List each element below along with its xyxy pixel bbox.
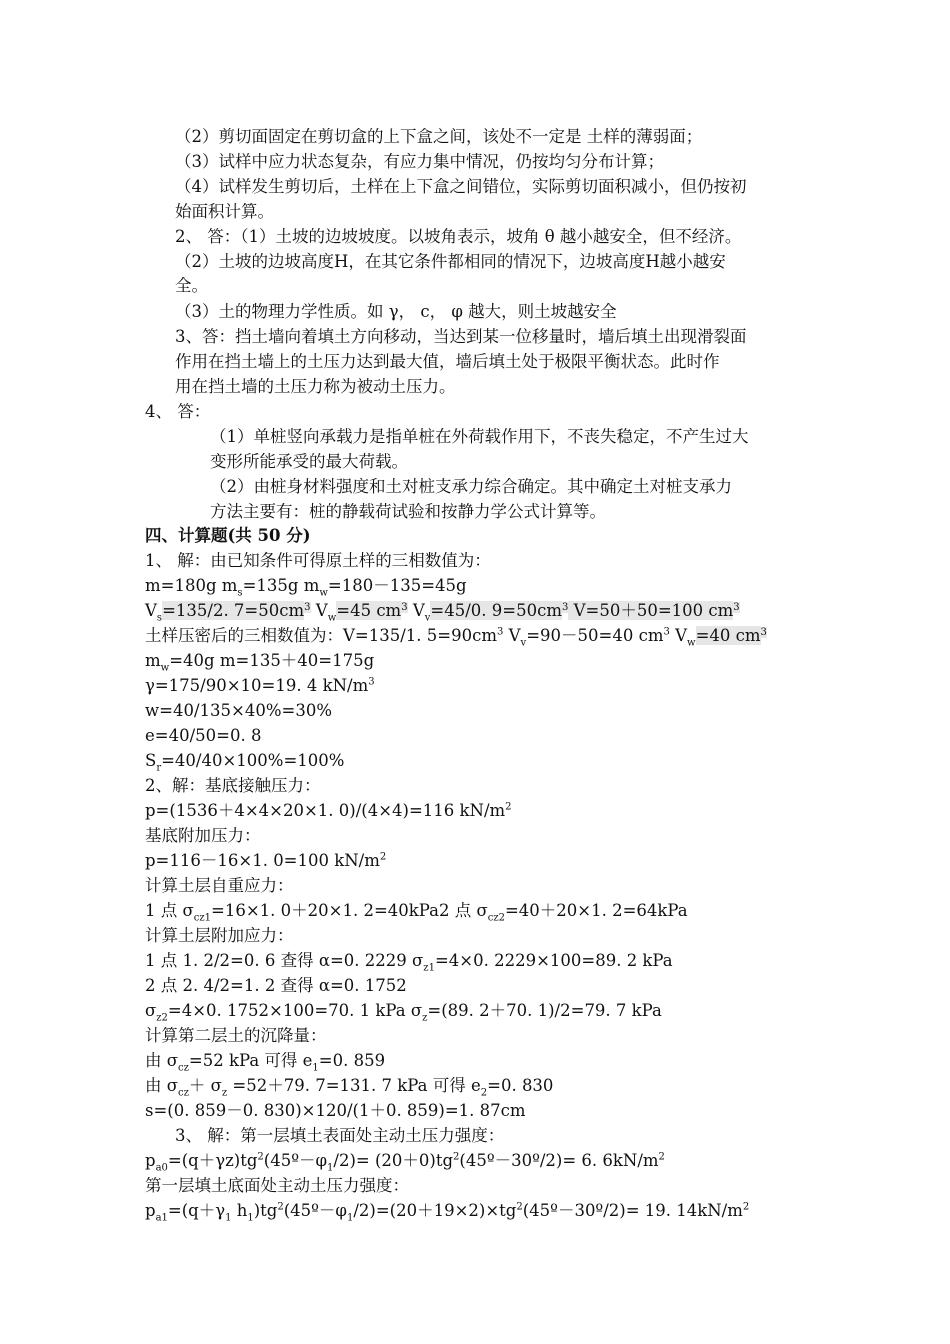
text-line: 2、 答：（1）土坡的边坡坡度。以坡角表示，坡角 θ 越小越安全，但不经济。: [175, 227, 742, 246]
section-heading: 四、计算题(共 50 分): [145, 526, 311, 545]
text-line: 始面积计算。: [175, 202, 274, 221]
formula-line: p=(1536＋4×4×20×1. 0)/(4×4)=116 $kN/m^2$: [145, 801, 512, 820]
formula-line: 1 点 $\sigma_{cz1}=16\times 1$. 0＋20×1. 2=40kPa2 点 $\sigma_{cz2}=40+20\times 1$. 2=64kPa: [145, 901, 688, 924]
text-line: （2）土坡的边坡高度H，在其它条件都相同的情况下，边坡高度H越小越安: [175, 252, 726, 271]
text-line: 用在挡土墙的土压力称为被动土压力。: [175, 377, 456, 396]
formula-line: $m_w=40g$ m=135＋40=175g: [145, 651, 375, 674]
text-line: 基底附加压力：: [145, 826, 261, 845]
formula-line: m=180g $m_s=135g$ $m_w=180-135=45g$: [145, 576, 467, 599]
text-line: 1、 解：由已知条件可得原土样的三相数值为：: [145, 551, 491, 570]
text-line: 变形所能承受的最大荷载。: [210, 452, 408, 471]
text-line: （3）试样中应力状态复杂，有应力集中情况，仍按均匀分布计算；: [175, 152, 664, 171]
formula-line: 1 点 1. 2/2=0. 6 查得 α=0. 2229 $\sigma_{z1}=4\times 0$. 2229×100=89. 2 kPa: [145, 951, 673, 974]
text-line: 计算土层附加应力：: [145, 926, 294, 945]
formula-line: $\sigma_{z2}=4\times 0$. 1752×100=70. 1 kPa $\sigma_z=(89$. 2＋70. 1)/2=79. 7 kPa: [145, 1001, 662, 1024]
text-line: （2）由桩身材料强度和土对桩支承力综合确定。其中确定土对桩支承力: [210, 477, 732, 496]
text-line: 第一层填土底面处主动土压力强度：: [145, 1176, 409, 1195]
formula-line: $p_{a0}=(q+\gamma z)tg^2(45º-\varphi_1/2)=$ $(20+0)tg^2(45º-30º/2)= 6$. $6kN/m^2$: [145, 1151, 665, 1174]
text-line: （2）剪切面固定在剪切盒的上下盒之间，该处不一定是 土样的薄弱面；: [175, 127, 703, 146]
text-line: 3、答：挡土墙向着填土方向移动，当达到某一位移量时，墙后填土出现滑裂面: [175, 327, 747, 346]
text-line: （4）试样发生剪切后，土样在上下盒之间错位，实际剪切面积减小，但仍按初: [175, 177, 747, 196]
text-line: 全。: [175, 276, 208, 295]
formula-line: $S_r=40/40\times 100\%=100\%$: [145, 751, 345, 774]
text-line: 4、 答：: [145, 402, 211, 421]
text-line: 计算土层自重应力：: [145, 876, 294, 895]
formula-line: γ=175/90×10=19. 4 $kN/m^3$: [145, 676, 375, 695]
formula-line: e=40/50=0. 8: [145, 726, 262, 745]
text-line: 方法主要有：桩的静载荷试验和按静力学公式计算等。: [210, 502, 606, 521]
formula-line: 土样压密后的三相数值为：V=135/1. $5=90cm^3$ $V_v=90-50=40$ $cm^3$ $V_w=40$ $cm^3$: [145, 626, 767, 649]
formula-line: 由 $\sigma_{cz}=52$ kPa 可得 $e_1=0$. 859: [145, 1051, 386, 1074]
text-line: 2、解：基底接触压力：: [145, 776, 321, 795]
text-line: 3、 解：第一层填土表面处主动土压力强度：: [175, 1126, 505, 1145]
formula-line: s=(0. 859－0. 830)×120/(1＋0. 859)=1. 87cm: [145, 1101, 526, 1120]
text-line: （3）土的物理力学性质。如 γ， c， φ 越大，则土坡越安全: [175, 302, 617, 321]
formula-line: 2 点 2. 4/2=1. 2 查得 α=0. 1752: [145, 976, 407, 995]
formula-line: p=116－16×1. 0=100 $kN/m^2$: [145, 851, 387, 870]
formula-line: $V_s=135/2$. $7=50cm^3$ $V_w=45$ $cm^3$ $V_v=45/0$. $9=50cm^3$ V=50＋50=100 $cm^3$: [145, 601, 740, 624]
formula-line: $p_{a1}=(q+\gamma_1$ $h_1)tg^2(45º-\varphi_1/2)=(20+19\times 2)\times tg^2(45º-30º/2)= 19$. $14kN/m^2$: [145, 1201, 750, 1224]
formula-line: 由 $\sigma_{cz}+ \sigma_z =52+79$. 7=131. 7 kPa 可得 $e_2=0$. 830: [145, 1076, 554, 1099]
text-line: 计算第二层土的沉降量：: [145, 1026, 327, 1045]
text-line: （1）单桩竖向承载力是指单桩在外荷载作用下，不丧失稳定，不产生过大: [210, 427, 749, 446]
text-line: 作用在挡土墙上的土压力达到最大值，墙后填土处于极限平衡状态。此时作: [175, 352, 720, 371]
formula-line: w=40/135×40%=30%: [145, 701, 332, 720]
